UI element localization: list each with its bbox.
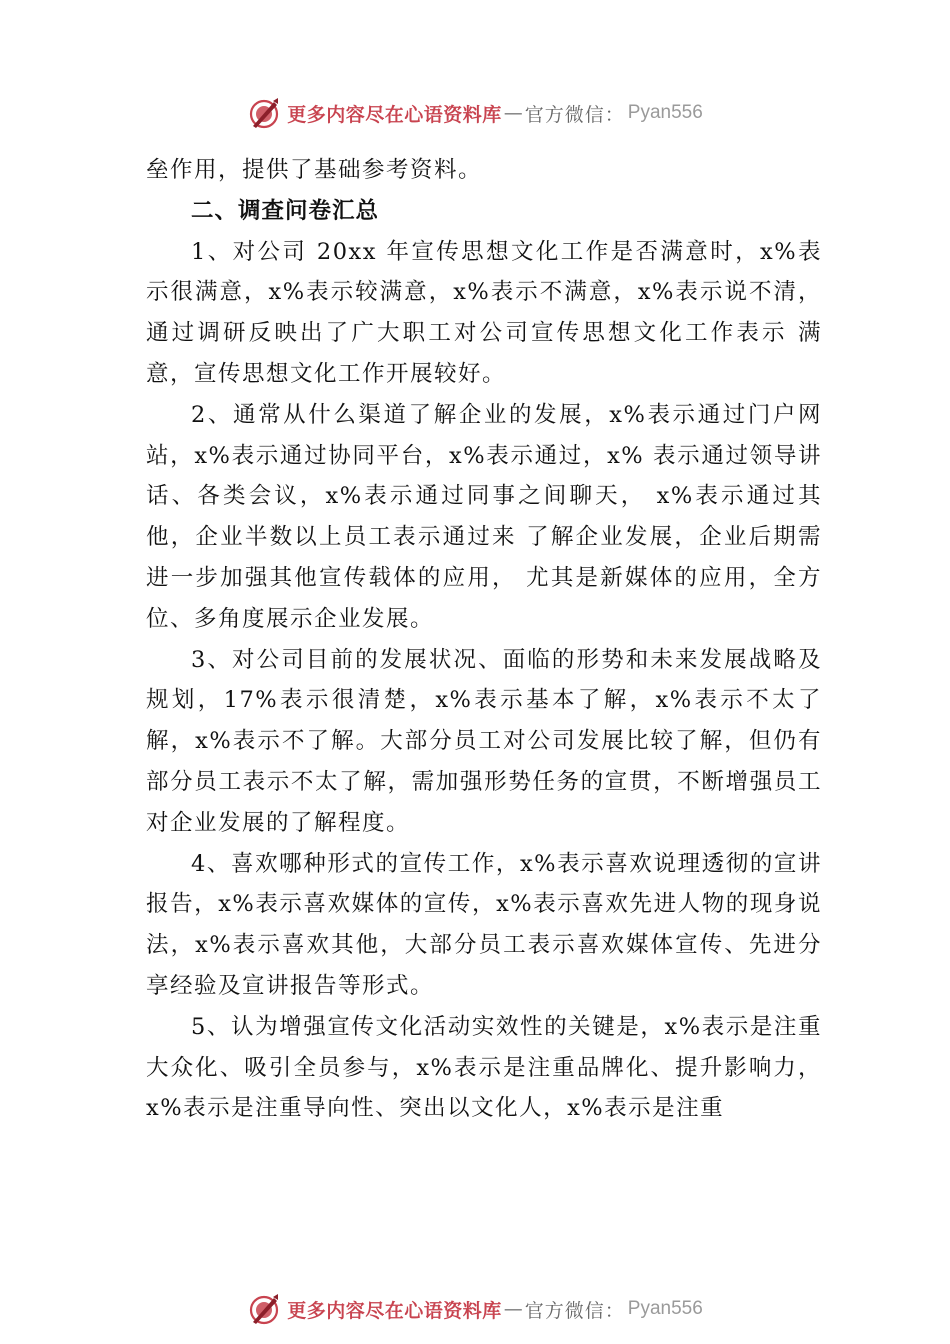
watermark-separator: —: [503, 1298, 523, 1320]
document-body: [146, 150, 822, 1129]
watermark-banner-top: [0, 93, 950, 133]
watermark-banner-bottom: [0, 1289, 950, 1329]
pen-logo-icon: [247, 1292, 281, 1326]
watermark-wechat-id: Pyan556: [627, 1298, 703, 1319]
continuation-paragraph: 垒作用，提供了基础参考资料。: [146, 157, 483, 183]
watermark-separator: —: [503, 102, 523, 124]
pen-logo-icon: [247, 96, 281, 130]
survey-item-5: 5、认为增强宣传文化活动实效性的关键是，x%表示是注重大众化、吸引全员参与，x%表示是注重品牌化、提升影响力，x%表示是注重导向性、突出以文化人，x%表示是注重: [146, 1013, 822, 1122]
survey-item-3: 3、对公司目前的发展状况、面临的形势和未来发展战略及规划，17%表示很清楚，x%表示基本了解，x%表示不太了解，x%表示不了解。大部分员工对公司发展比较了解，但仍有部分员工表示不太了解，需加强形势任务的宣贯，不断增强员工对企业发展的了解程度。: [146, 646, 822, 836]
survey-item-2: 2、通常从什么渠道了解企业的发展，x%表示通过门户网站，x%表示通过协同平台，x%表示通过，x% 表示通过领导讲话、各类会议，x%表示通过同事之间聊天， x%表示通过其他，企业半数以上员工表示通过来 了解企业发展，企业后期需进一步加强其他宣传载体的应用， 尤其是新媒体的应用，全方位、多角度展示企业发展。: [146, 401, 822, 632]
watermark-colon: ：: [604, 103, 624, 126]
watermark-wechat-label: 官方微信: [524, 103, 605, 126]
section-heading: 二、调查问卷汇总: [191, 197, 380, 224]
survey-item-4: 4、喜欢哪种形式的宣传工作，x%表示喜欢说理透彻的宣讲报告，x%表示喜欢媒体的宣传，x%表示喜欢先进人物的现身说法，x%表示喜欢其他，大部分员工表示喜欢媒体宣传、先进分享经验及宣讲报告等形式。: [146, 850, 822, 999]
watermark-colon: ：: [604, 1299, 624, 1322]
survey-item-1: 1、对公司 20xx 年宣传思想文化工作是否满意时，x%表示很满意，x%表示较满意，x%表示不满意，x%表示说不清， 通过调研反映出了广大职工对公司宣传思想文化工作表示 满意，宣传思想文化工作开展较好。: [146, 238, 822, 387]
watermark-wechat-label: 官方微信: [524, 1299, 605, 1322]
watermark-wechat-id: Pyan556: [627, 102, 703, 123]
watermark-brand: 更多内容尽在心语资料库: [287, 1299, 502, 1322]
watermark-brand: 更多内容尽在心语资料库: [287, 103, 502, 126]
